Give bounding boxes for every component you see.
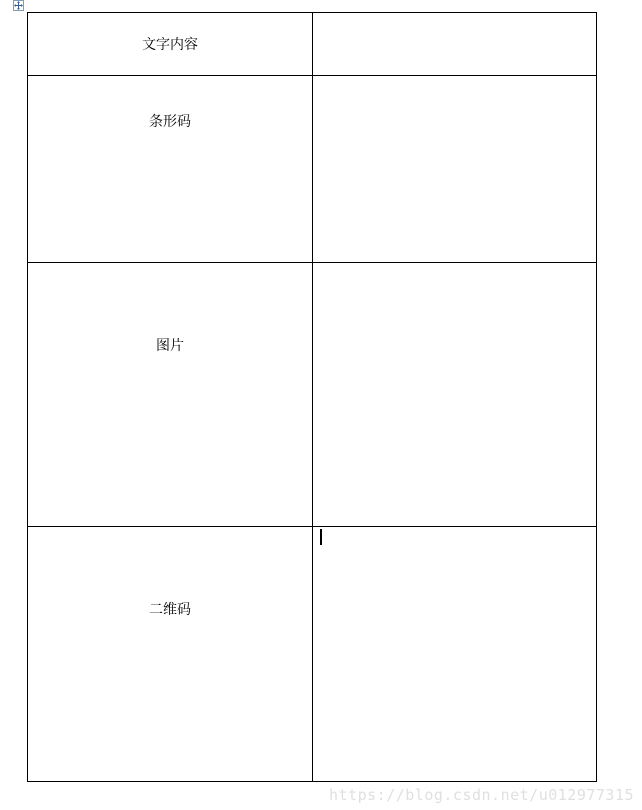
text-content-label: 文字内容 (142, 37, 198, 53)
table-cell-label[interactable] (28, 263, 313, 527)
table-cell-value[interactable] (313, 76, 597, 263)
image-label: 图片 (156, 337, 184, 354)
table-row (28, 76, 597, 263)
table-cell-label[interactable] (28, 13, 313, 76)
table-cell-label[interactable] (28, 527, 313, 782)
qrcode-label: 二维码 (149, 602, 191, 618)
table-row (28, 527, 597, 782)
watermark: https://blog.csdn.net/u012977315 (329, 786, 634, 804)
table-cell-label[interactable] (28, 76, 313, 263)
move-arrows-icon (14, 1, 23, 10)
text-cursor-icon (320, 529, 322, 545)
barcode-label: 条形码 (149, 114, 191, 130)
table-cell-value[interactable] (313, 13, 597, 76)
document-table (27, 12, 597, 782)
table-row (28, 263, 597, 527)
table-move-handle-icon[interactable] (13, 0, 24, 11)
table-row (28, 13, 597, 76)
table-cell-value[interactable] (313, 263, 597, 527)
table-cell-value[interactable] (313, 527, 597, 782)
